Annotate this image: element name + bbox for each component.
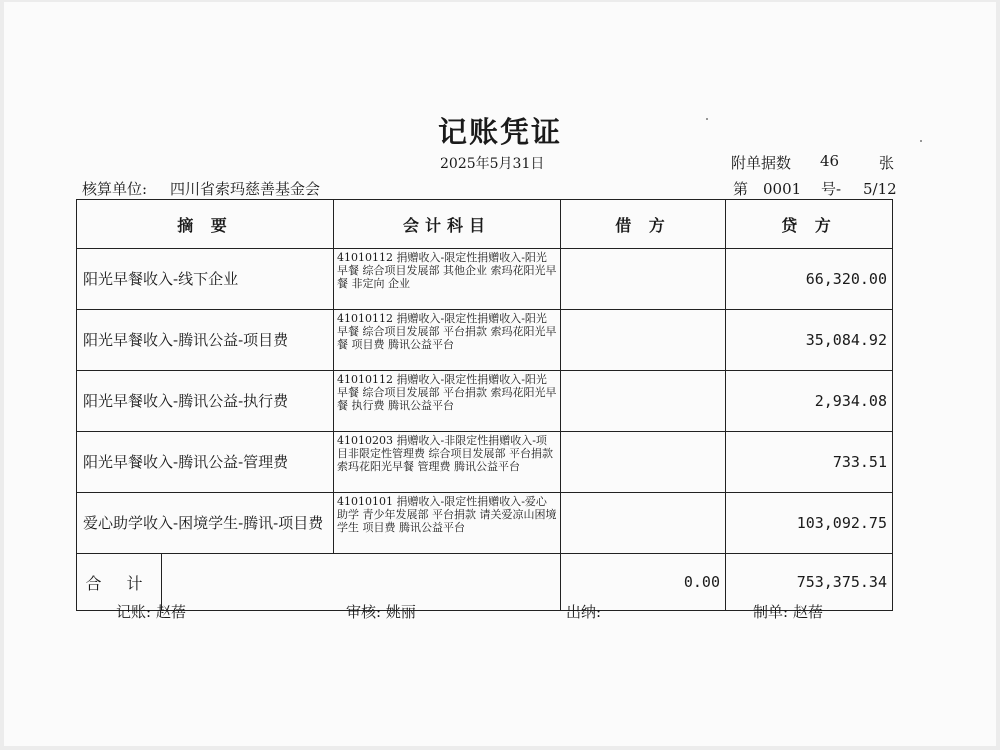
bookkeeper: 记账: 赵蓓: [116, 603, 186, 621]
voucher-number-prefix: 第: [733, 180, 749, 198]
row-account: 41010112 捐赠收入-限定性捐赠收入-阳光早餐 综合项目发展部 平台捐款 索玛花阳光早餐 执行费 腾讯公益平台: [334, 371, 561, 432]
row-debit: [561, 371, 726, 432]
row-credit: 66,320.00: [726, 249, 893, 310]
row-summary: 阳光早餐收入-腾讯公益-项目费: [77, 310, 334, 371]
row-summary: 爱心助学收入-困境学生-腾讯-项目费: [77, 493, 334, 554]
cashier: 出纳:: [566, 603, 602, 621]
row-debit: [561, 249, 726, 310]
preparer: 制单: 赵蓓: [753, 603, 823, 621]
row-credit: 35,084.92: [726, 310, 893, 371]
table-header-row: [77, 200, 893, 249]
reviewer: 审核: 姚丽: [346, 603, 416, 621]
accounting-unit-label: 核算单位:: [82, 180, 148, 198]
table-row: [77, 310, 893, 371]
voucher-number: [733, 178, 897, 199]
accounting-unit-name: 四川省索玛慈善基金会: [170, 180, 321, 198]
table-row: [77, 432, 893, 493]
header-summary: 摘 要: [77, 200, 334, 249]
row-account: 41010112 捐赠收入-限定性捐赠收入-阳光早餐 综合项目发展部 其他企业 索玛花阳光早餐 非定向 企业: [334, 249, 561, 310]
header-credit: 贷 方: [726, 200, 893, 249]
voucher-page: 5/12: [863, 180, 897, 198]
total-credit: 753,375.34: [726, 554, 893, 611]
row-summary: 阳光早餐收入-线下企业: [77, 249, 334, 310]
voucher-date: 2025年5月31日: [440, 156, 545, 172]
voucher-title: 记账凭证: [437, 115, 562, 149]
row-account: 41010112 捐赠收入-限定性捐赠收入-阳光早餐 综合项目发展部 平台捐款 索玛花阳光早餐 项目费 腾讯公益平台: [334, 310, 561, 371]
row-summary: 阳光早餐收入-腾讯公益-执行费: [77, 371, 334, 432]
row-account: 41010203 捐赠收入-非限定性捐赠收入-项目非限定性管理费 综合项目发展部 平台捐款 索玛花阳光早餐 管理费 腾讯公益平台: [334, 432, 561, 493]
voucher-table: [76, 199, 893, 611]
voucher-number-value: 0001: [763, 180, 802, 198]
table-row: [77, 249, 893, 310]
scan-speck: [706, 118, 708, 120]
row-summary: 阳光早餐收入-腾讯公益-管理费: [77, 432, 334, 493]
row-credit: 2,934.08: [726, 371, 893, 432]
attachments-count: 46: [820, 152, 840, 170]
table-row: [77, 493, 893, 554]
row-debit: [561, 432, 726, 493]
row-debit: [561, 310, 726, 371]
row-credit: 733.51: [726, 432, 893, 493]
total-debit: 0.00: [561, 554, 726, 611]
voucher-number-suffix: 号-: [821, 180, 842, 198]
row-debit: [561, 493, 726, 554]
row-account: 41010101 捐赠收入-限定性捐赠收入-爱心助学 青少年发展部 平台捐款 请关爱凉山困境学生 项目费 腾讯公益平台: [334, 493, 561, 554]
total-label: 合 计: [77, 554, 162, 611]
table-row: [77, 371, 893, 432]
scan-speck: [920, 140, 922, 142]
attachments-unit: 张: [879, 154, 895, 172]
attachments-label: 附单据数: [731, 154, 792, 172]
row-credit: 103,092.75: [726, 493, 893, 554]
header-account: 会计科目: [334, 200, 561, 249]
header-debit: 借 方: [561, 200, 726, 249]
